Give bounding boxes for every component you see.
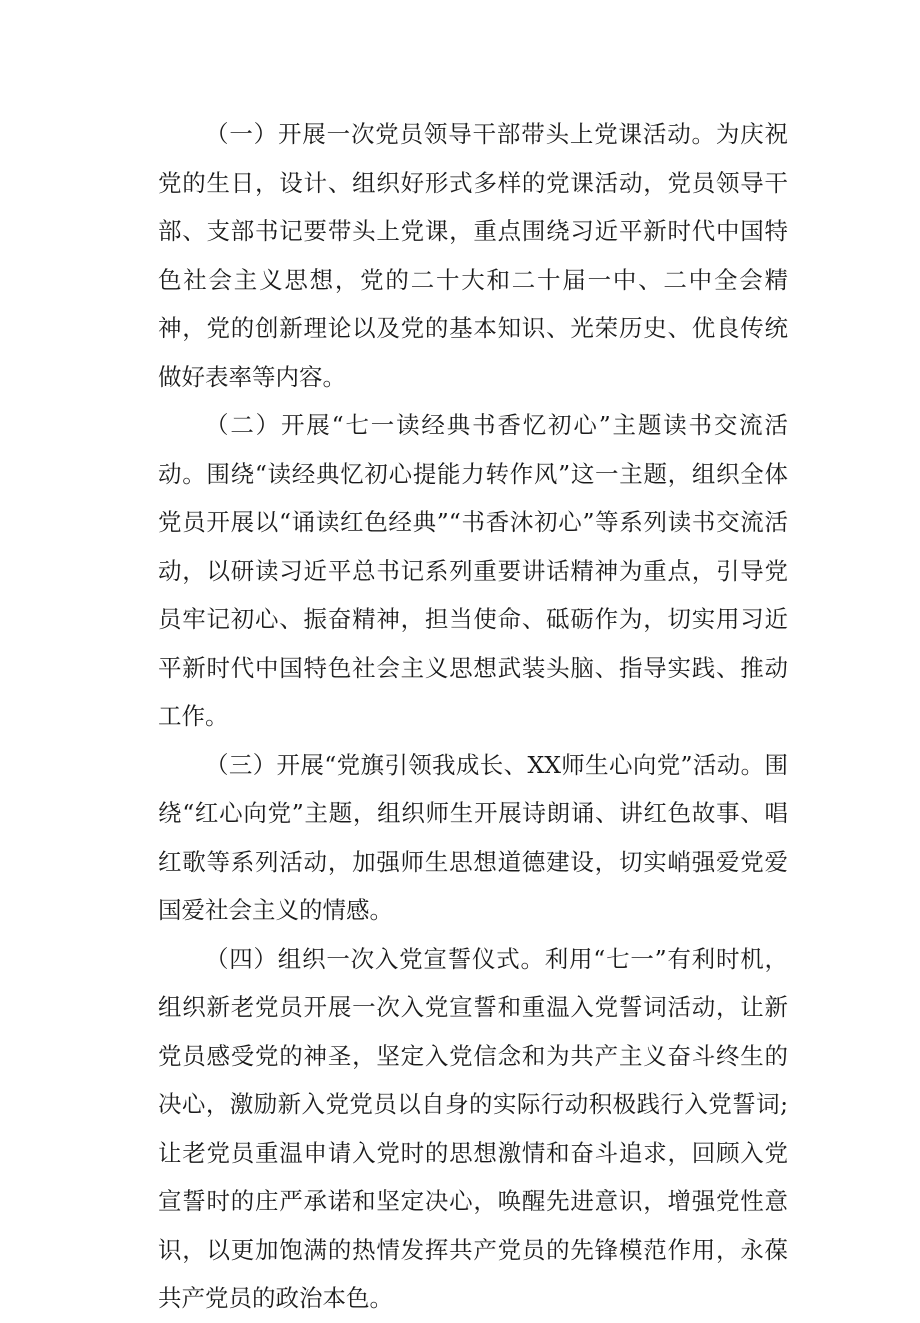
paragraph-4: （四）组织一次入党宣誓仪式。利用“七一”有利时机，组织新老党员开展一次入党宣誓和重温入党誓词活动，让新党员感受党的神圣，坚定入党信念和为共产主义奋斗终生的决心，激励新入党党员以自身的实际行动积极践行入党誓词;让老党员重温申请入党时的思想激情和奋斗追求，回顾入党宣誓时的庄严承诺和坚定决心，唤醒先进意识，增强党性意识，以更加饱满的热情发挥共产党员的先锋模范作用，永葆共产党员的政治本色。 <box>158 944 788 1312</box>
paragraph-3: （三）开展“党旗引领我成长、XX师生心向党”活动。围绕“红心向党”主题，组织师生开展诗朗诵、讲红色故事、唱红歌等系列活动，加强师生思想道德建设，切实峭强爱党爱国爱社会主义的情感。 <box>158 750 788 924</box>
paragraph-1: （一）开展一次党员领导干部带头上党课活动。为庆祝党的生日，设计、组织好形式多样的党课活动，党员领导干部、支部书记要带头上党课，重点围绕习近平新时代中国特色社会主义思想，党的二十大和二十届一中、二中全会精神，党的创新理论以及党的基本知识、光荣历史、优良传统做好表率等内容。 <box>158 120 788 391</box>
paragraph-2: （二）开展“七一读经典书香忆初心”主题读书交流活动。围绕“读经典忆初心提能力转作风”这一主题，组织全体党员开展以“诵读红色经典”“书香沐初心”等系列读书交流活动，以研读习近平总书记系列重要讲话精神为重点，引导党员牢记初心、振奋精神，担当使命、砥砺作为，切实用习近平新时代中国特色社会主义思想武装头脑、指导实践、推动工作。 <box>158 411 788 730</box>
document-body <box>158 110 788 1323</box>
